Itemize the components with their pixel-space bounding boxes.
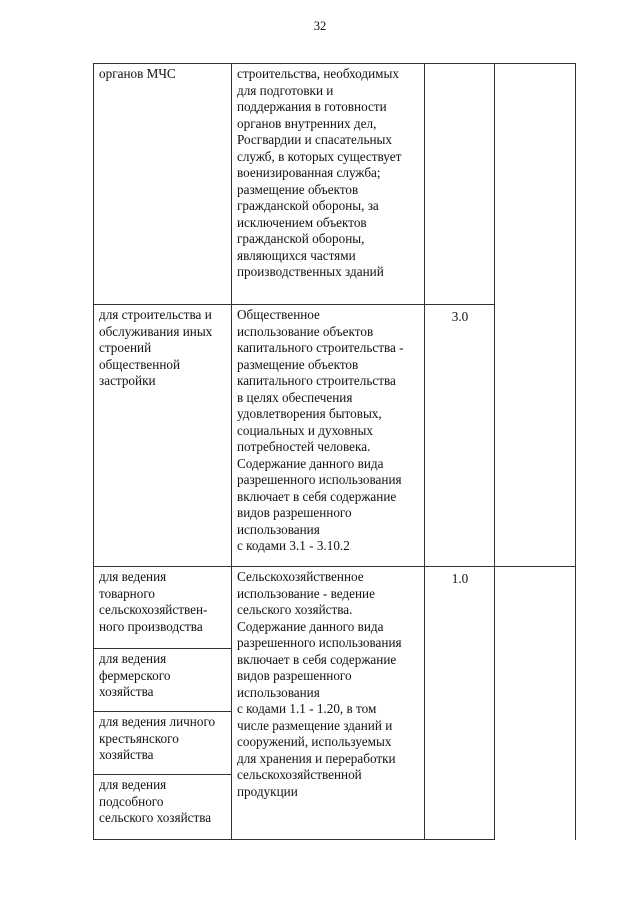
land-use-description: Общественное использование объектов капитального строительства - размещение объектов капитального строительства в целях обеспечения удовлетворения бытовых, социальных и духовных потребностей человека. Содержание данного вида разрешенного использования включает в себя содержание видов разрешенного использования с кодами 3.1 - 3.10.2 [237, 307, 404, 553]
land-use-name: органов МЧС [99, 66, 176, 81]
land-use-name: для строительства и обслуживания иных строений общественной застройки [99, 307, 213, 388]
land-use-description-cell [232, 305, 425, 567]
land-use-name-cell [94, 305, 232, 567]
table-row [94, 567, 576, 840]
land-use-name-cell [94, 567, 232, 840]
land-use-code-cell [425, 567, 495, 840]
land-use-description: строительства, необходимых для подготовки и поддержания в готовности органов внутренних дел, Росгвардии и спасательных служб, в которых существует военизированная служба; размещение объектов гражданской обороны, за исключением объектов гражданской обороны, являющихся частями производственных зданий [237, 66, 402, 279]
land-use-extra-cell [495, 64, 576, 567]
land-use-extra-cell [495, 567, 576, 840]
table-row [94, 64, 576, 305]
land-use-name: для ведения товарного сельскохозяйствен- ного производства [94, 567, 231, 649]
land-use-code: 1.0 [451, 571, 469, 586]
land-use-name-cell [94, 64, 232, 305]
land-use-name: для ведения подсобного сельского хозяйства [99, 777, 212, 825]
land-use-table [93, 63, 576, 840]
land-use-description-cell [232, 64, 425, 305]
land-use-code-cell [425, 64, 495, 305]
land-use-name: для ведения личного крестьянского хозяйства [94, 712, 231, 775]
land-use-name: для ведения фермерского хозяйства [94, 649, 231, 712]
land-use-description: Сельскохозяйственное использование - ведение сельского хозяйства. Содержание данного вида разрешенного использования включает в себя содержание видов разрешенного использования с кодами 1.1 - 1.20, в том числе размещение зданий и сооружений, используемых для хранения и переработки сельскохозяйственной продукции [237, 569, 402, 799]
land-use-name-group [94, 567, 231, 839]
land-use-code: 3.0 [451, 309, 469, 324]
page-number: 32 [313, 19, 327, 33]
land-use-description-cell [232, 567, 425, 840]
land-use-code-cell [425, 305, 495, 567]
